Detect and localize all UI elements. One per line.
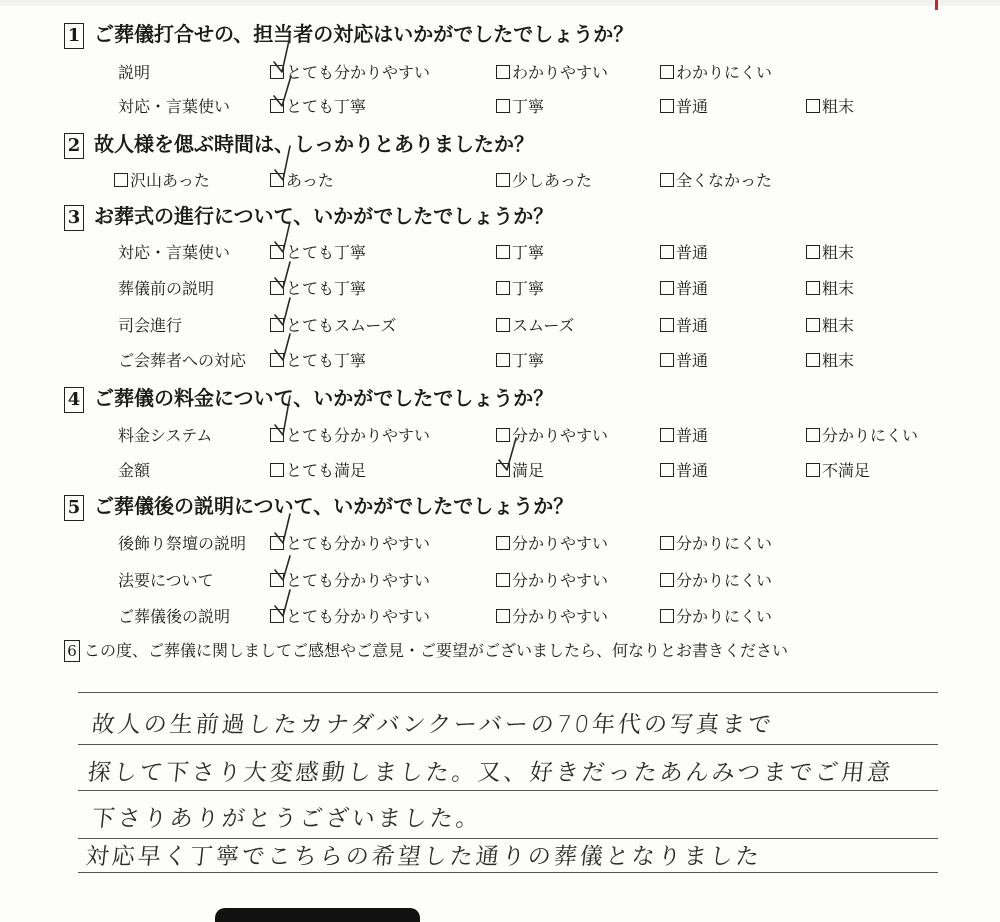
row-label: 葬儀前の説明: [118, 279, 215, 298]
option-label: とてもスムーズ: [286, 316, 397, 335]
option-label: 普通: [676, 316, 709, 335]
option-label: 丁寧: [512, 279, 545, 298]
option-label: 普通: [676, 426, 709, 445]
handwritten-comment-line: 探して下さり大変感動しました。又、好きだったあんみつまでご用意: [86, 760, 895, 786]
option-label: あった: [286, 171, 334, 190]
row-label: 法要について: [118, 571, 214, 590]
option-label: わかりやすい: [512, 63, 609, 82]
option-label: 丁寧: [512, 351, 545, 370]
check-mark: [275, 334, 290, 360]
option-label: とても丁寧: [286, 351, 367, 370]
option-label: 分かりやすい: [512, 607, 609, 626]
question-title: ご葬儀後の説明について、いかがでしたでしょうか？: [94, 494, 574, 518]
handwritten-comment-line: 対応早く丁寧でこちらの希望した通りの葬儀となりました: [84, 844, 764, 870]
question-number: 4: [64, 387, 84, 413]
option-label: とても丁寧: [286, 97, 367, 116]
option-label: とても分かりやすい: [286, 63, 431, 82]
question-title: この度、ご葬儀に関しましてご感想やご意見・ご要望がございましたら、何なりとお書きください: [84, 641, 789, 660]
option-label: 満足: [512, 461, 545, 480]
scan-artifact: [215, 908, 420, 922]
check-mark: [275, 298, 290, 325]
row-label: 後飾り祭壇の説明: [118, 534, 247, 553]
option-label: 普通: [676, 351, 709, 370]
check-mark: [275, 590, 290, 616]
option-label: 分かりにくい: [822, 426, 919, 445]
check-mark: [275, 146, 290, 180]
option-label: とても分かりやすい: [286, 607, 431, 626]
row-label: 説明: [118, 63, 151, 82]
row-label: 司会進行: [118, 316, 183, 335]
option-label: とても分かりやすい: [286, 571, 431, 590]
option-label: 分かりにくい: [676, 571, 773, 590]
handwritten-comment-line: 故人の生前過したカナダバンクーバーの70年代の写真まで: [90, 712, 776, 738]
question-title: お葬式の進行について、いかがでしたでしょうか？: [94, 204, 554, 228]
option-label: 分かりやすい: [512, 571, 609, 590]
option-label: 分かりやすい: [512, 426, 609, 445]
check-mark: [275, 262, 290, 288]
option-label: 普通: [676, 461, 709, 480]
row-label: ご会葬者への対応: [118, 351, 247, 370]
question-number: 3: [64, 205, 84, 231]
row-label: 対応・言葉使い: [118, 243, 231, 262]
row-label: 対応・言葉使い: [118, 97, 231, 116]
question-number: 2: [64, 133, 84, 159]
question-number: 6: [64, 640, 80, 662]
option-label: 沢山あった: [130, 171, 210, 190]
option-label: 粗末: [822, 243, 855, 262]
check-mark: [499, 438, 516, 470]
check-mark: [275, 222, 290, 252]
option-label: 粗末: [822, 97, 855, 116]
option-label: 少しあった: [512, 171, 592, 190]
question-number: 1: [64, 23, 84, 49]
option-label: 全くなかった: [676, 171, 773, 190]
question-title: ご葬儀打合せの、担当者の対応はいかがでしたでしょうか？: [94, 22, 634, 46]
option-label: とても満足: [286, 461, 367, 480]
option-label: 普通: [676, 279, 709, 298]
handwritten-comment-line: 下さりありがとうございました。: [90, 806, 484, 832]
option-label: 分かりにくい: [676, 607, 773, 626]
option-label: とても分かりやすい: [286, 426, 431, 445]
option-label: 分かりにくい: [676, 534, 773, 553]
question-number: 5: [64, 495, 84, 521]
option-label: スムーズ: [512, 316, 575, 335]
check-mark: [275, 396, 290, 435]
check-mark: [275, 514, 290, 543]
row-label: ご葬儀後の説明: [118, 607, 231, 626]
option-label: 粗末: [822, 316, 855, 335]
row-label: 金額: [118, 461, 151, 480]
option-label: 普通: [676, 243, 709, 262]
option-label: わかりにくい: [676, 63, 773, 82]
check-mark: [274, 36, 290, 72]
check-mark: [274, 76, 291, 106]
option-label: 分かりやすい: [512, 534, 609, 553]
option-label: 丁寧: [512, 97, 545, 116]
question-title: ご葬儀の料金について、いかがでしたでしょうか？: [94, 386, 554, 410]
row-label: 料金システム: [118, 426, 213, 445]
option-label: 丁寧: [512, 243, 545, 262]
question-title: 故人様を偲ぶ時間は、しっかりとありましたか？: [94, 132, 534, 156]
check-mark: [275, 556, 290, 580]
option-label: とても丁寧: [286, 243, 367, 262]
option-label: 粗末: [822, 351, 855, 370]
option-label: 粗末: [822, 279, 855, 298]
option-label: 普通: [676, 97, 709, 116]
option-label: 不満足: [822, 461, 871, 480]
option-label: とても分かりやすい: [286, 534, 431, 553]
option-label: とても丁寧: [286, 279, 367, 298]
